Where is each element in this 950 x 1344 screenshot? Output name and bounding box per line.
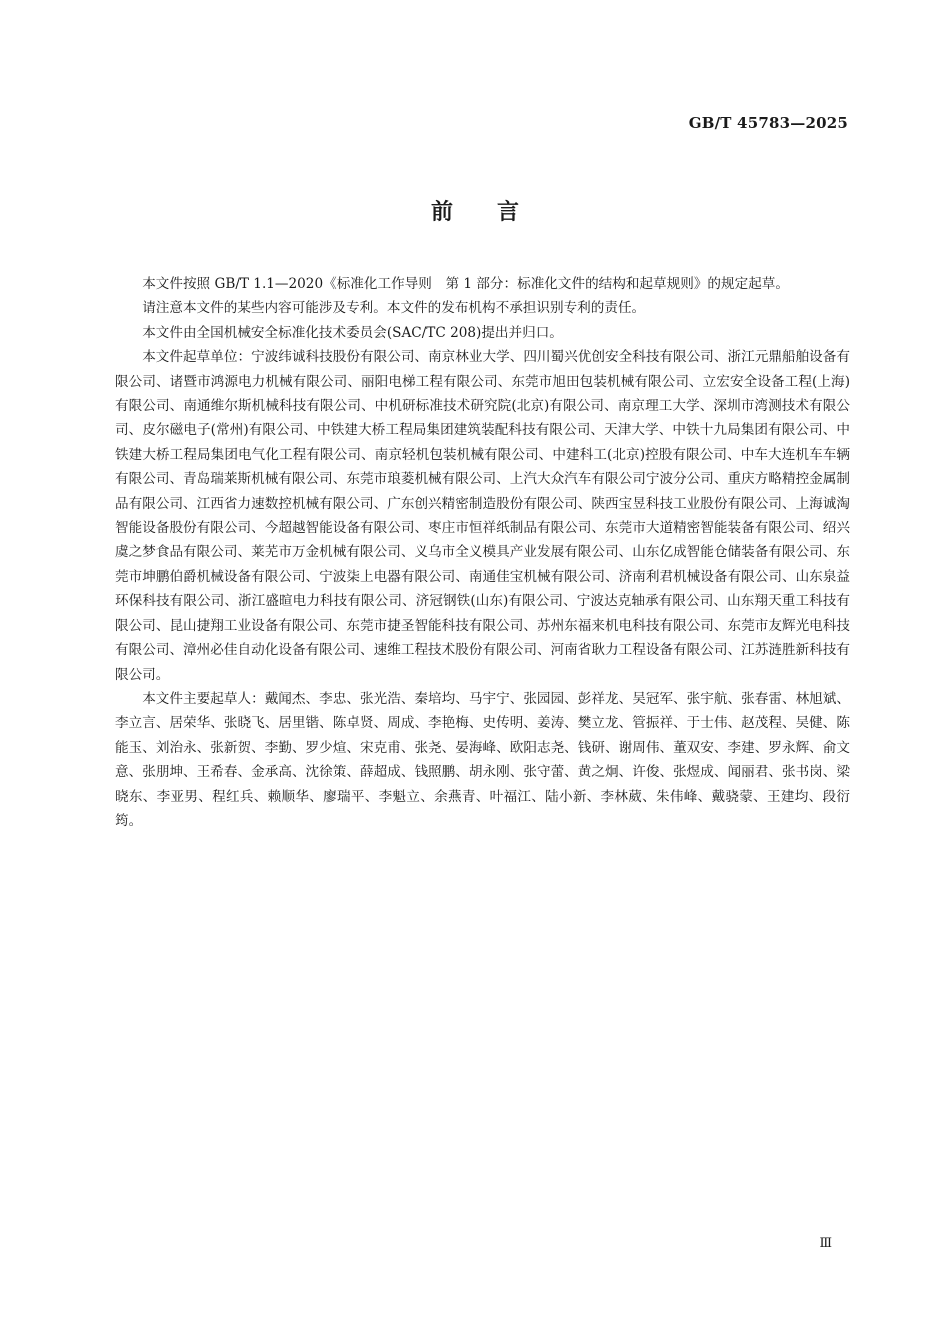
paragraph-proposer: 本文件由全国机械安全标准化技术委员会(SAC/TC 208)提出并归口。 — [142, 324, 563, 341]
preface-body — [115, 272, 850, 833]
paragraph-drafters: 本文件主要起草人：戴闻杰、李忠、张光浩、秦培均、马宇宁、张园园、彭祥龙、吴冠军、张宇航、张春雷、林旭斌、李立言、居荣华、张晓飞、居里锴、陈卓贤、周成、李艳梅、史传明、姜涛、樊立龙、管振祥、于士伟、赵茂程、吴健、陈能玉、刘治永、张新贺、李勤、罗少煊、宋克甫、张尧、晏海峰、欧阳志尧、钱研、谢周伟、董双安、李建、罗永辉、俞文意、张朋坤、王希春、金承高、沈徐策、薛超成、钱照鹏、胡永刚、张守蕾、黄之炯、许俊、张煜成、闻丽君、张书岗、梁晓东、李亚男、程红兵、赖顺华、廖瑞平、李魁立、余燕青、叶福江、陆小新、李林葳、朱伟峰、戴骁蒙、王建均、段衍筠。 — [115, 690, 850, 829]
page-title: 前言 — [430, 200, 563, 225]
page-number: Ⅲ — [819, 1236, 832, 1251]
paragraph-drafting-units: 本文件起草单位：宁波纬诚科技股份有限公司、南京林业大学、四川蜀兴优创安全科技有限公司、浙江元鼎船舶设备有限公司、诸暨市鸿源电力机械有限公司、丽阳电梯工程有限公司、东莞市旭田包装机械有限公司、立宏安全设备工程(上海)有限公司、南通维尔斯机械科技有限公司、中机研标准技术研究院(北京)有限公司、南京理工大学、深圳市湾测技术有限公司、皮尔磁电子(常州)有限公司、中铁建大桥工程局集团建筑装配科技有限公司、天津大学、中铁十九局集团有限公司、中铁建大桥工程局集团电气化工程有限公司、南京轻机包装机械有限公司、中建科工(北京)控股有限公司、中车大连机车车辆有限公司、青岛瑞莱斯机械有限公司、东莞市琅菱机械有限公司、上汽大众汽车有限公司宁波分公司、重庆方略精控金属制品有限公司、江西省力速数控机械有限公司、广东创兴精密制造股份有限公司、陕西宝昱科技工业股份有限公司、上海诚淘智能设备股份有限公司、今超越智能设备有限公司、枣庄市恒祥纸制品有限公司、东莞市大道精密智能装备有限公司、绍兴虞之梦食品有限公司、莱芜市万金机械有限公司、义乌市全义模具产业发展有限公司、山东亿成智能仓储装备有限公司、东莞市坤鹏伯爵机械设备有限公司、宁波柒上电器有限公司、南通佳宝机械有限公司、济南利君机械设备有限公司、山东泉益环保科技有限公司、浙江盛暄电力科技有限公司、济冠钢铁(山东)有限公司、宁波达克轴承有限公司、山东翔天重工科技有限公司、昆山捷翔工业设备有限公司、东莞市捷圣智能科技有限公司、苏州东福来机电科技有限公司、东莞市友辉光电科技有限公司、漳州必佳自动化设备有限公司、速维工程技术股份有限公司、河南省耿力工程设备有限公司、江苏涟胜新科技有限公司。 — [115, 349, 850, 683]
standard-code: GB/T 45783—2025 — [688, 114, 848, 132]
paragraph-patent-notice: 请注意本文件的某些内容可能涉及专利。本文件的发布机构不承担识别专利的责任。 — [142, 300, 646, 317]
paragraph-drafting-rules: 本文件按照 GB/T 1.1—2020《标准化工作导则 第 1 部分：标准化文件的结构和起草规则》的规定起草。 — [142, 276, 789, 292]
